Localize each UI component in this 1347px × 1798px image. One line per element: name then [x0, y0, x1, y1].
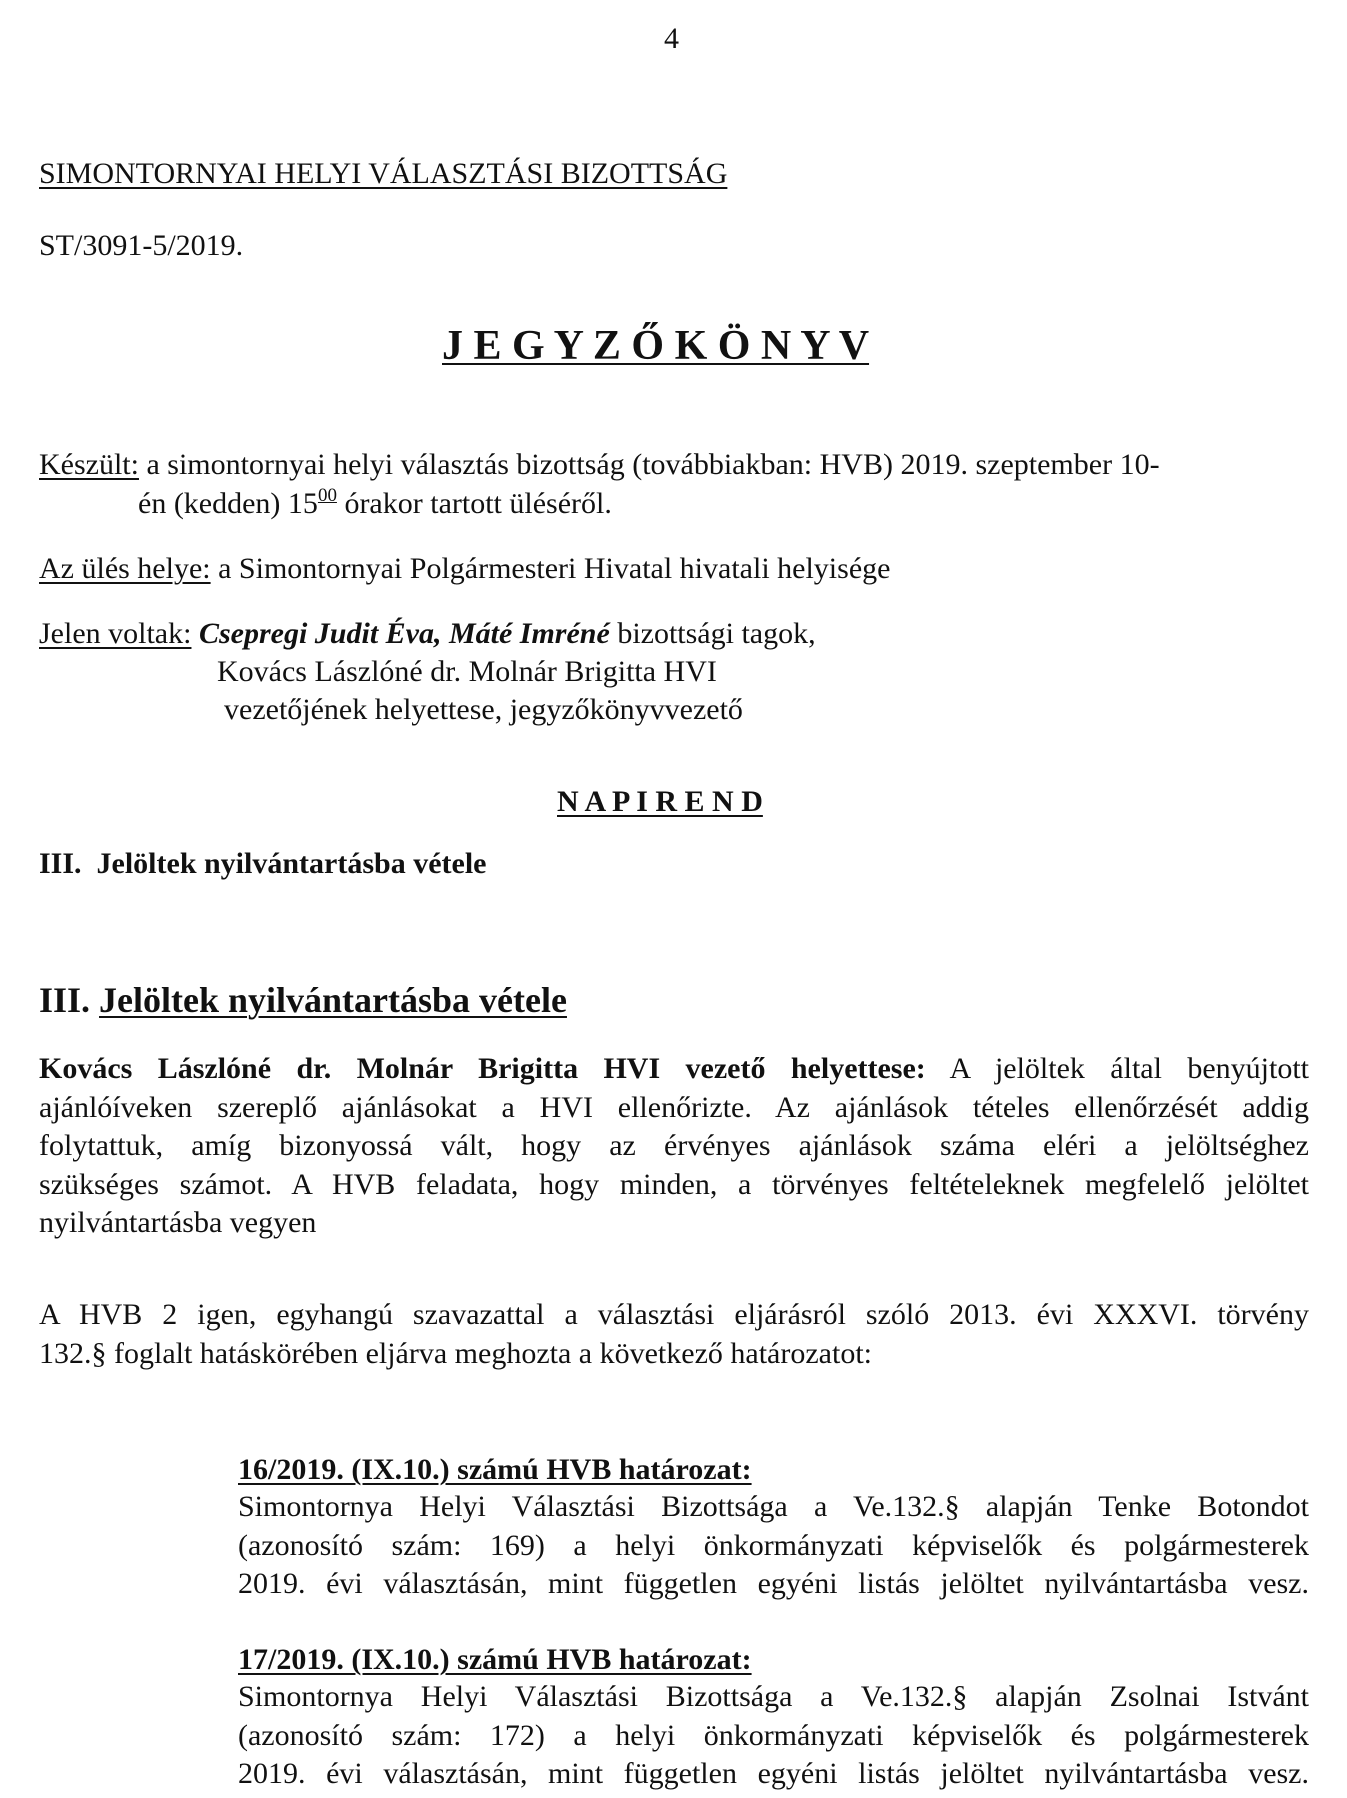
section-heading	[39, 978, 567, 1022]
meeting-location	[39, 550, 890, 588]
speech-line: ajánlóíveken szereplő ajánlásokat a HVI ellenőrizte. Az ajánlások tételes ellenőrzését addig	[39, 1090, 1309, 1124]
vote-paragraph	[39, 1296, 1309, 1373]
attendees-label: Jelen voltak:	[39, 617, 192, 650]
resolution-line: Simontornya Helyi Választási Bizottsága a Ve.132.§ alapján Zsolnai Istvánt	[238, 1680, 1309, 1713]
attendees-line-3: vezetőjének helyettese, jegyzőkönyvvezető	[224, 693, 743, 726]
meeting-location-label: Az ülés helye:	[39, 552, 211, 585]
reference-number: ST/3091-5/2019.	[39, 229, 244, 262]
speech-paragraph	[39, 1050, 1309, 1243]
speech-line: folytattuk, amíg bizonyossá vált, hogy az érvényes ajánlások száma eléri a jelöltséghez	[39, 1129, 1309, 1163]
resolution-line: Simontornya Helyi Választási Bizottsága a Ve.132.§ alapján Tenke Botondot	[238, 1490, 1309, 1523]
page-number: 4	[664, 22, 679, 55]
resolution-line: 2019. évi választásán, mint független egyéni listás jelöltet nyilvántartásba vesz.	[238, 1757, 1309, 1791]
document-title: J E G Y Z Ő K Ö N Y V	[442, 323, 870, 369]
vote-line: 132.§ foglalt hatáskörében eljárva meghozta a következő határozatot:	[39, 1336, 872, 1370]
keszult-line-2	[138, 485, 612, 523]
speaker-name: Kovács Lászlóné dr. Molnár Brigitta HVI vezető helyettese:	[39, 1052, 926, 1085]
agenda-heading: N A P I R E N D	[557, 785, 763, 818]
resolution-line: (azonosító szám: 169) a helyi önkormányzati képviselők és polgármesterek	[238, 1528, 1309, 1562]
section-number: III.	[39, 980, 91, 1020]
speech-line	[39, 1050, 1309, 1089]
meeting-location-text: a Simontornyai Polgármesteri Hivatal hivatali helyisége	[210, 552, 891, 585]
keszult-text-2: én (kedden) 15	[138, 487, 318, 520]
keszult-label: Készült:	[39, 448, 139, 481]
resolution-body	[238, 1488, 1309, 1604]
time-superscript: 00	[317, 485, 337, 506]
keszult-text-3: órakor tartott üléséről.	[336, 487, 612, 520]
resolution-title: 17/2019. (IX.10.) számú HVB határozat:	[238, 1643, 752, 1676]
resolution-title: 16/2019. (IX.10.) számú HVB határozat:	[238, 1453, 752, 1486]
vote-line: A HVB 2 igen, egyhangú szavazattal a választási eljárásról szóló 2013. évi XXXVI. törvény	[39, 1298, 1309, 1331]
attendees-line-1	[39, 615, 816, 653]
speech-line: szükséges számot. A HVB feladata, hogy minden, a törvényes feltételeknek megfelelő jelöltet	[39, 1167, 1309, 1201]
attendees-line-2: Kovács Lászlóné dr. Molnár Brigitta HVI	[217, 655, 717, 688]
speech-text-0: A jelöltek által benyújtott	[925, 1052, 1309, 1085]
keszult-line-1	[39, 446, 1160, 484]
speech-line: nyilvántartásba vegyen	[39, 1206, 317, 1240]
agenda-item: III. Jelöltek nyilvántartásba vétele	[39, 847, 487, 880]
resolution-line: 2019. évi választásán, mint független egyéni listás jelöltet nyilvántartásba vesz.	[238, 1567, 1309, 1601]
resolution-line: (azonosító szám: 172) a helyi önkormányzati képviselők és polgármesterek	[238, 1718, 1309, 1752]
keszult-text-1: a simontornyai helyi választás bizottság (továbbiakban: HVB) 2019. szeptember 10-	[138, 448, 1160, 481]
section-title: Jelöltek nyilvántartásba vétele	[99, 980, 567, 1020]
organization-header: SIMONTORNYAI HELYI VÁLASZTÁSI BIZOTTSÁG	[39, 157, 728, 190]
attendees-members: Csepregi Judit Éva, Máté Imréné	[198, 617, 610, 650]
resolution-body	[238, 1678, 1309, 1794]
attendees-members-suffix: bizottsági tagok,	[609, 617, 816, 650]
